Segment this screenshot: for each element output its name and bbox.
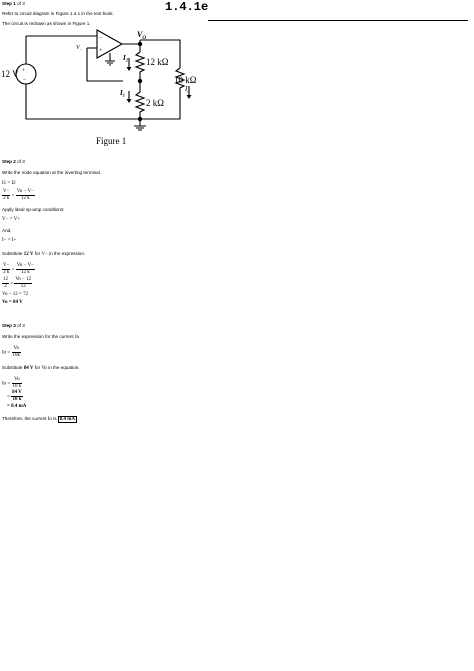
step2-ideal: Apply ideal op-amp conditions: bbox=[2, 207, 65, 212]
step2-eq2: $\frac{V-}{2 k}$ = $\frac{Vo - V-}{12 k}$ bbox=[3, 189, 34, 201]
step2-eq4: $\frac{12}{2}$ = $\frac{Vo - 12}{12}$ bbox=[3, 277, 32, 289]
opamp-plus: + bbox=[99, 48, 103, 54]
step2-subst: Substitute 12 V for V− in the expression. bbox=[2, 251, 86, 257]
step1-title: Step bbox=[2, 1, 12, 6]
step1-num: 1 bbox=[13, 1, 16, 6]
step1-line1: Refer to circuit diagram in Figure 1.4.1 in the text book. bbox=[2, 11, 114, 16]
step3-eq1: Io = $\frac{Vo}{10k}$ bbox=[2, 346, 20, 358]
step3-title: Step bbox=[2, 323, 12, 328]
step2-of: of 3 bbox=[17, 159, 25, 164]
source-plus: + bbox=[22, 68, 26, 74]
io-label: $I_o$ bbox=[185, 85, 190, 94]
vminus-label: $V_-$ bbox=[76, 45, 83, 52]
problem-number: 1.4.1e bbox=[165, 0, 209, 14]
i1-label: $I_1$ bbox=[120, 89, 125, 98]
step2-heading bbox=[2, 159, 25, 164]
step3-eq3: = $\frac{84 V}{10 k}$ bbox=[7, 390, 22, 402]
step2-eq5: Vo − 12 = 72 bbox=[2, 292, 29, 297]
step3-final: Therefore, the current Io is 8.4 mA bbox=[2, 416, 76, 422]
opamp-minus: − bbox=[99, 35, 103, 41]
step2-num: 2 bbox=[13, 159, 16, 164]
step3-of: of 3 bbox=[17, 323, 25, 328]
source-minus: − bbox=[23, 77, 27, 83]
step3-subst: Substitute 84 V for Vo in the equation. bbox=[2, 365, 80, 371]
vo-label: $V_O$ bbox=[137, 30, 146, 41]
step1-of: of 3 bbox=[17, 1, 25, 6]
step2-eq2-frac2: $\frac{Vo - V-}{12 k}$ bbox=[16, 189, 34, 201]
step2-and: And, bbox=[2, 228, 12, 233]
step3-intro: Write the expression for the current Io bbox=[2, 334, 80, 340]
circuit-diagram bbox=[0, 28, 200, 153]
step1-line2: The circuit is redrawn as shown in Figure 1. bbox=[2, 21, 91, 26]
r10k-label: 10 kΩ bbox=[174, 75, 197, 85]
step1-heading bbox=[2, 1, 25, 6]
step2-eq1: I1 = I2 bbox=[2, 181, 16, 186]
step3-num: 3 bbox=[13, 323, 16, 328]
step2-eq2-frac1: $\frac{V-}{2 k}$ bbox=[3, 189, 10, 201]
r12k-label: 12 kΩ bbox=[146, 57, 169, 67]
step3-eq2: Io = $\frac{Vo}{10 k}$ bbox=[2, 377, 22, 389]
step3-heading bbox=[2, 323, 25, 328]
step2-cond1: V− = V+ bbox=[2, 217, 21, 222]
final-answer-box: 8.4 mA bbox=[59, 417, 76, 422]
r2k-label: 2 kΩ bbox=[146, 98, 164, 108]
source-label: 12 V bbox=[1, 69, 19, 79]
step2-eq3: $\frac{V-}{2 k}$ = $\frac{Vo - V-}{12 k}$ bbox=[3, 263, 34, 275]
header-rule bbox=[208, 20, 468, 21]
step2-title: Step bbox=[2, 159, 12, 164]
step3-eq4: = 8.4 mA bbox=[7, 404, 27, 409]
step2-cond2: I− = I+ bbox=[2, 238, 17, 243]
figure-caption: Figure 1 bbox=[96, 136, 127, 146]
step2-eq6: Vo = 84 V bbox=[2, 300, 23, 305]
step2-intro: Write the node equation at the inverting terminal. bbox=[2, 170, 101, 175]
i2-label: $I_2$ bbox=[123, 54, 128, 63]
